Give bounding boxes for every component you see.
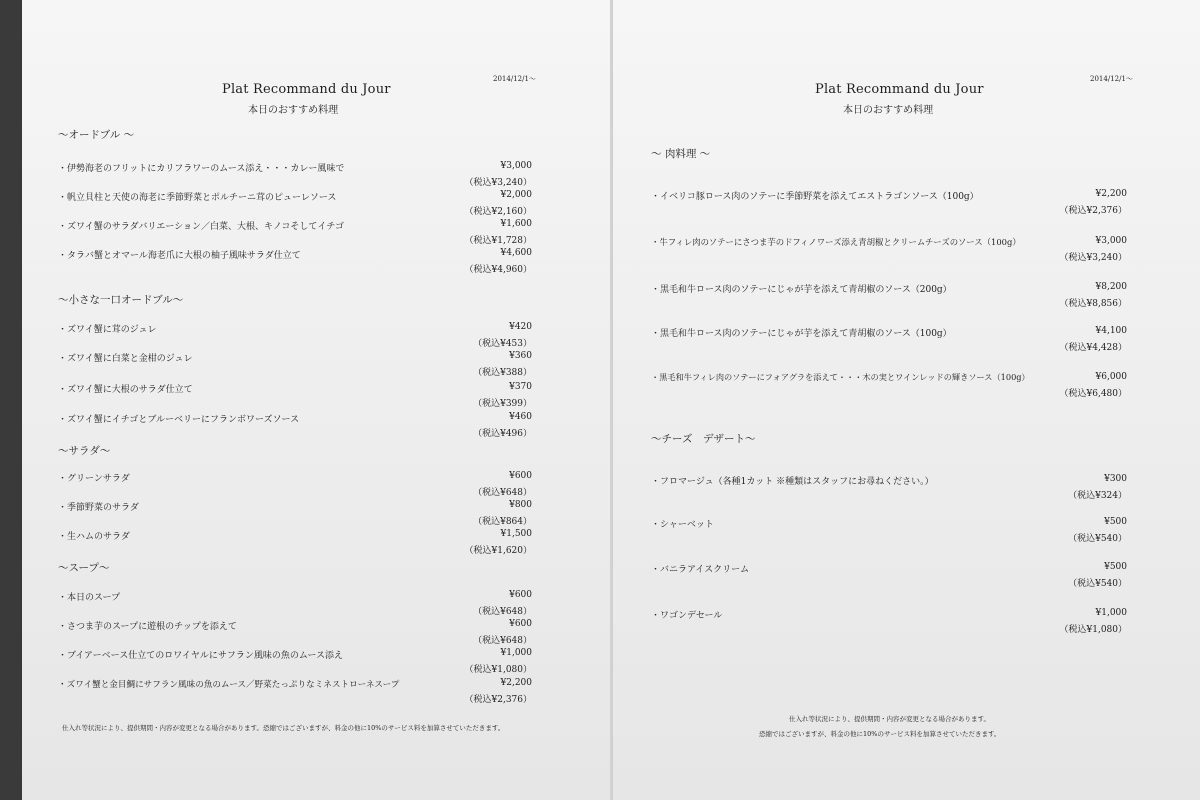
menu-item-taxed-price: （税込¥648）: [473, 488, 532, 498]
menu-item-taxed-price: （税込¥3,240）: [1059, 253, 1127, 263]
menu-item-name: ・季節野菜のサラダ: [58, 503, 139, 513]
menu-item: [58, 219, 532, 249]
menu-item-price: ¥600: [509, 471, 532, 481]
menu-item-taxed-price: （税込¥6,480）: [1059, 389, 1127, 399]
menu-item-name: ・黒毛和牛ロース肉のソテーにじゃが芋を添えて青胡椒のソース（200g）: [651, 285, 952, 295]
menu-item: [58, 190, 532, 220]
menu-date: 2014/12/1～: [493, 75, 536, 83]
menu-item-taxed-price: （税込¥8,856）: [1059, 299, 1127, 309]
menu-item-name: ・伊勢海老のフリットにカリフラワーのムース添え・・・カレー風味で: [58, 164, 345, 174]
menu-item-taxed-price: （税込¥2,376）: [1059, 206, 1127, 216]
menu-item-taxed-price: （税込¥496）: [473, 429, 532, 439]
section-heading: ～オードブル ～: [58, 129, 135, 141]
menu-footer-note: 仕入れ等状況により、提供期間・内容が変更となる場合があります。恐縮ではございますが、料金の他に10%のサービス料を加算させていただきます。: [62, 724, 505, 732]
menu-item-taxed-price: （税込¥2,160）: [464, 207, 532, 217]
menu-item-price: ¥500: [1104, 517, 1127, 527]
menu-item-name: ・さつま芋のスープに遊根のチップを添えて: [58, 622, 237, 632]
menu-item: [651, 608, 1127, 638]
menu-item-taxed-price: （税込¥648）: [473, 636, 532, 646]
menu-item-name: ・生ハムのサラダ: [58, 532, 130, 542]
menu-item: [651, 474, 1127, 504]
menu-item-name: ・ズワイ蟹に大根のサラダ仕立て: [58, 385, 193, 395]
menu-item-taxed-price: （税込¥1,080）: [1059, 625, 1127, 635]
section-heading: ～ 肉料理 ～: [651, 148, 711, 160]
menu-item-taxed-price: （税込¥388）: [473, 368, 532, 378]
menu-item-price: ¥300: [1104, 474, 1127, 484]
page-subtitle: 本日のおすすめ料理: [248, 105, 339, 116]
menu-item-price: ¥360: [509, 351, 532, 361]
menu-item-name: ・グリーンサラダ: [58, 474, 130, 484]
menu-item-name: ・シャーベット: [651, 520, 714, 530]
menu-item-name: ・帆立貝柱と天使の海老に季節野菜とポルチーニ茸のピューレソース: [58, 193, 337, 203]
menu-item: [651, 562, 1127, 592]
menu-footer-note: 恐縮ではございますが、料金の他に10%のサービス料を加算させていただきます。: [759, 730, 1001, 738]
menu-item-taxed-price: （税込¥4,428）: [1059, 343, 1127, 353]
menu-item: [651, 282, 1127, 312]
menu-item-name: ・フロマージュ（各種1カット ※種類はスタッフにお尋ねください。）: [651, 477, 934, 487]
menu-item-price: ¥1,500: [500, 529, 532, 539]
menu-item-taxed-price: （税込¥4,960）: [464, 265, 532, 275]
page-subtitle: 本日のおすすめ料理: [843, 105, 934, 116]
menu-sheet-left: [22, 0, 612, 800]
menu-item: [651, 189, 1127, 219]
menu-item-name: ・タラバ蟹とオマール海老爪に大根の柚子風味サラダ仕立て: [58, 251, 301, 261]
menu-item: [58, 648, 532, 678]
menu-item: [58, 529, 532, 559]
menu-item-taxed-price: （税込¥864）: [473, 517, 532, 527]
menu-item: [58, 619, 532, 649]
menu-item-price: ¥500: [1104, 562, 1127, 572]
menu-item-price: ¥600: [509, 619, 532, 629]
section-heading: ～サラダ～: [58, 445, 111, 457]
menu-item-taxed-price: （税込¥1,728）: [464, 236, 532, 246]
menu-item-price: ¥6,000: [1095, 372, 1127, 382]
menu-item-price: ¥600: [509, 590, 532, 600]
menu-item-price: ¥2,200: [500, 678, 532, 688]
menu-item-name: ・黒毛和牛フィレ肉のソテーにフォアグラを添えて・・・木の実とワインレッドの輝きソース（100g）: [651, 372, 1030, 382]
menu-sheet-right: [612, 0, 1200, 800]
menu-item-name: ・牛フィレ肉のソテーにさつま芋のドフィノワーズ添え青胡椒とクリームチーズのソース（100g）: [651, 237, 1021, 247]
menu-item: [58, 322, 532, 352]
menu-item-name: ・イベリコ豚ロース肉のソテーに季節野菜を添えてエストラゴンソース（100g）: [651, 192, 979, 202]
menu-item-taxed-price: （税込¥1,080）: [464, 665, 532, 675]
menu-item-taxed-price: （税込¥540）: [1068, 579, 1127, 589]
menu-item-price: ¥800: [509, 500, 532, 510]
menu-item-name: ・黒毛和牛ロース肉のソテーにじゃが芋を添えて青胡椒のソース（100g）: [651, 329, 952, 339]
menu-item-price: ¥2,200: [1095, 189, 1127, 199]
menu-item-name: ・ブイアーベース仕立てのロワイヤルにサフラン風味の魚のムース添え: [58, 651, 343, 661]
menu-item: [651, 372, 1127, 402]
menu-item-price: ¥8,200: [1095, 282, 1127, 292]
menu-item: [58, 500, 532, 530]
menu-item: [58, 678, 532, 708]
menu-item: [58, 351, 532, 381]
menu-date: 2014/12/1～: [1090, 75, 1133, 83]
menu-item: [58, 161, 532, 191]
menu-item: [58, 248, 532, 278]
menu-item-price: ¥4,100: [1095, 326, 1127, 336]
menu-item-price: ¥3,000: [500, 161, 532, 171]
section-heading: ～チーズ デザート～: [651, 433, 756, 445]
menu-item: [58, 382, 532, 412]
menu-item-price: ¥1,000: [500, 648, 532, 658]
menu-item: [651, 326, 1127, 356]
menu-item-name: ・ズワイ蟹にイチゴとブルーベリーにフランボワーズソース: [58, 415, 300, 425]
menu-item-taxed-price: （税込¥399）: [473, 399, 532, 409]
menu-item-name: ・ワゴンデセール: [651, 611, 723, 621]
menu-item-name: ・ズワイ蟹に白菜と金柑のジュレ: [58, 354, 193, 364]
menu-item-price: ¥1,000: [1095, 608, 1127, 618]
section-heading: ～小さな一口オードブル～: [58, 294, 184, 306]
menu-item: [58, 412, 532, 442]
menu-item-taxed-price: （税込¥324）: [1068, 491, 1127, 501]
menu-item-name: ・バニラアイスクリーム: [651, 565, 750, 575]
section-heading: ～スープ～: [58, 562, 110, 574]
menu-item-name: ・ズワイ蟹と金目鯛にサフラン風味の魚のムース／野菜たっぷりなミネストローネスープ: [58, 680, 400, 690]
menu-item-taxed-price: （税込¥540）: [1068, 534, 1127, 544]
menu-item: [58, 590, 532, 620]
menu-item: [58, 471, 532, 501]
menu-item-taxed-price: （税込¥648）: [473, 607, 532, 617]
menu-item-price: ¥2,000: [500, 190, 532, 200]
page-title: Plat Recommand du Jour: [222, 82, 391, 97]
menu-item-price: ¥3,000: [1095, 236, 1127, 246]
menu-item-taxed-price: （税込¥453）: [473, 339, 532, 349]
menu-item-taxed-price: （税込¥2,376）: [464, 695, 532, 705]
menu-item-name: ・ズワイ蟹のサラダバリエーション／白菜、大根、キノコそしてイチゴ: [58, 222, 345, 232]
menu-item-taxed-price: （税込¥1,620）: [464, 546, 532, 556]
menu-item-name: ・本日のスープ: [58, 593, 121, 603]
menu-item-name: ・ズワイ蟹に茸のジュレ: [58, 325, 157, 335]
menu-item-price: ¥420: [509, 322, 532, 332]
menu-item-price: ¥1,600: [500, 219, 532, 229]
menu-item-price: ¥4,600: [500, 248, 532, 258]
menu-footer-note: 仕入れ等状況により、提供期間・内容が変更となる場合があります。: [789, 715, 990, 723]
page-title: Plat Recommand du Jour: [815, 82, 984, 97]
menu-item-price: ¥370: [509, 382, 532, 392]
menu-item-price: ¥460: [509, 412, 532, 422]
menu-item: [651, 517, 1127, 547]
menu-item: [651, 236, 1127, 266]
menu-item-taxed-price: （税込¥3,240）: [464, 178, 532, 188]
